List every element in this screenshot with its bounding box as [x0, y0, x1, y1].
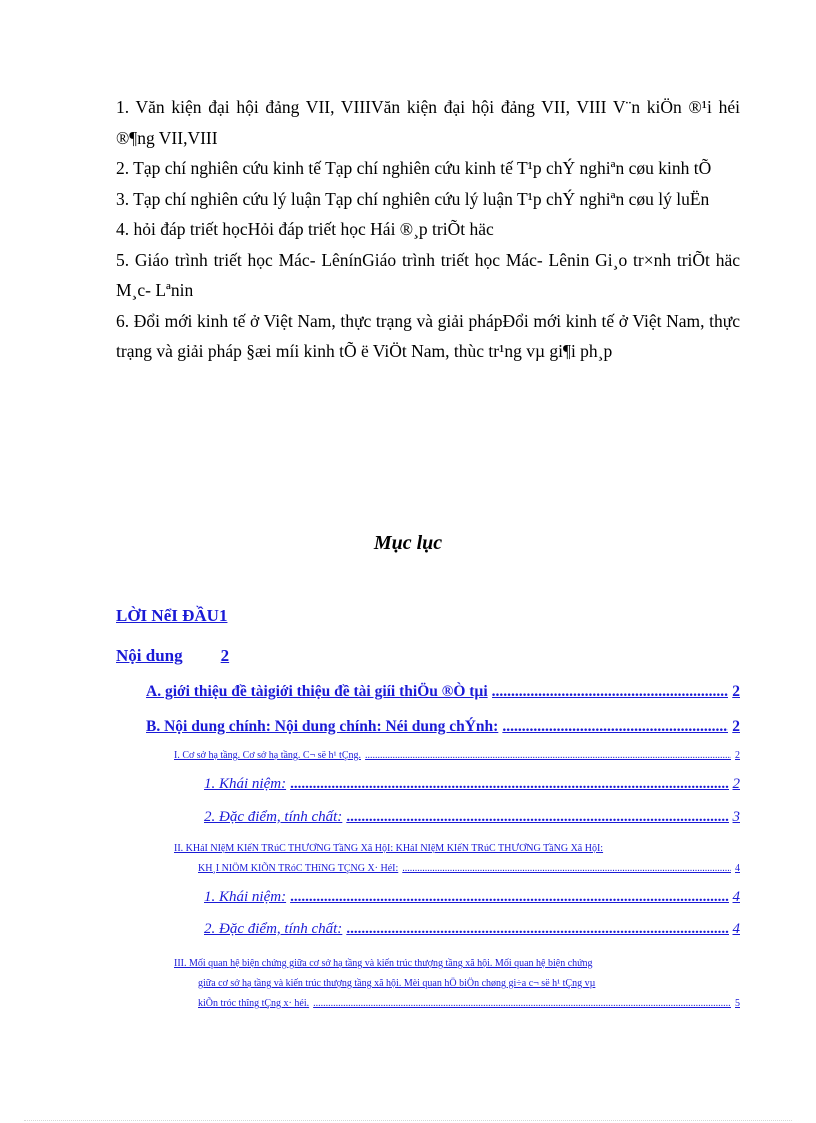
toc-link-part-1-item-2[interactable]: [204, 809, 740, 826]
toc-link-part-1[interactable]: [174, 750, 740, 761]
toc-page-number: 2: [732, 718, 740, 735]
toc-content-row[interactable]: [116, 646, 229, 666]
toc-entry-label: 1. Khái niệm:: [204, 776, 287, 792]
toc-page-number: 3: [732, 809, 740, 825]
reference-item: 6. Đổi mới kinh tế ở Việt Nam, thực trạng và giải phápĐổi mới kinh tế ở Việt Nam, thực trạng và giải pháp §æi míi kinh tÕ ë ViÖt Nam, thùc tr¹ng vµ gi¶i ph¸p: [116, 310, 740, 361]
dot-leader: [290, 889, 728, 906]
toc-page-number: 2: [735, 750, 740, 761]
toc-entry-line: II. KHáI NIệM KIếN TRúC THƯƠNG TầNG Xã HộI: KHáI NIệM KIếN TRúC THƯƠNG TầNG Xã HộI:: [174, 843, 604, 854]
toc-entry-label: I. Cơ sở hạ tầng. Cơ sở hạ tầng. C¬ së h¹ tÇng.: [174, 750, 362, 761]
toc-content-page: 2: [220, 646, 230, 665]
toc-link-content[interactable]: [116, 646, 229, 665]
reference-list: [116, 92, 740, 367]
toc-page-number: 4: [732, 921, 740, 937]
toc-entry-label: 2. Đặc điểm, tính chất:: [204, 809, 343, 825]
toc-page-number: 4: [735, 863, 740, 874]
reference-item: 2. Tạp chí nghiên cứu kinh tế Tạp chí nghiên cứu kinh tế T¹p chÝ nghiªn cøu kinh tÕ: [116, 158, 712, 178]
toc-link-section-a[interactable]: [146, 683, 740, 701]
dot-leader: [313, 994, 731, 1014]
toc-entry-label: A. giới thiệu đề tàigiới thiệu đề tài giíi thiÖu ®Ò tµi: [146, 683, 488, 700]
dot-leader: [346, 809, 728, 826]
dot-leader: [365, 750, 731, 761]
toc-entry-label: 2. Đặc điểm, tính chất:: [204, 921, 343, 937]
toc-link-part-2[interactable]: [174, 839, 740, 879]
reference-item: 4. hỏi đáp triết họcHỏi đáp triết học Hái ®¸p triÕt häc: [116, 219, 494, 239]
toc-entry-label: kiÕn tróc thîng tÇng x· héi.: [198, 998, 310, 1009]
toc-page-number: 2: [732, 683, 740, 700]
dot-leader: [290, 776, 728, 793]
dot-leader: [492, 683, 729, 701]
reference-item: 5. Giáo trình triết học Mác- LênínGiáo trình triết học Mác- Lênin Gi¸o tr×nh triÕt häc M¸c- Lªnin: [116, 249, 740, 300]
toc-preface-row[interactable]: [116, 606, 227, 626]
toc-entry-label: B. Nội dung chính: Nội dung chính: Néi dung chÝnh:: [146, 718, 499, 735]
toc-entry-line: giữa cơ sở hạ tầng và kiến trúc thượng tầng xã hội. Mèi quan hÖ biÖn chøng gi÷a c¬ së h¹ tÇng vµ: [198, 978, 596, 989]
toc-entry-line: III. Mối quan hệ biện chứng giữa cơ sở hạ tầng và kiến trúc thượng tầng xã hội. Mối quan hệ biện chứng: [174, 958, 593, 969]
toc-link-part-2-item-2[interactable]: [204, 921, 740, 938]
dot-leader: [502, 718, 728, 736]
toc-link-part-2-item-1[interactable]: [204, 889, 740, 906]
toc-page-number: 5: [735, 998, 740, 1009]
reference-item: 1. Văn kiện đại hội đảng VII, VIIIVăn kiện đại hội đảng VII, VIII V¨n kiÖn ®¹i héi ®¶ng VII,VIII: [116, 97, 740, 148]
reference-item: 3. Tạp chí nghiên cứu lý luận Tạp chí nghiên cứu lý luận T¹p chÝ nghiªn cøu lý luËn: [116, 188, 710, 209]
toc-link-part-1-item-1[interactable]: [204, 776, 740, 793]
page-bottom-divider: [24, 1120, 792, 1121]
toc-title: Mục lục: [373, 532, 443, 554]
toc-link-section-b[interactable]: [146, 718, 740, 736]
toc-page-number: 2: [732, 776, 740, 792]
toc-entry-last-line: [174, 994, 740, 1014]
dot-leader: [402, 859, 731, 879]
toc-link-part-3[interactable]: [174, 954, 740, 1014]
toc-entry-label: KH¸I NIÖM KIÕN TRóC THîNG TÇNG X· HéI:: [198, 863, 399, 874]
toc-entry-label: 1. Khái niệm:: [204, 889, 287, 905]
dot-leader: [346, 921, 728, 938]
toc-entry-last-line: [174, 859, 740, 879]
toc-link-preface[interactable]: LỜI NểI ĐẦU1: [116, 606, 228, 625]
toc-page-number: 4: [732, 889, 740, 905]
toc-content-label: Nội dung: [116, 646, 183, 665]
